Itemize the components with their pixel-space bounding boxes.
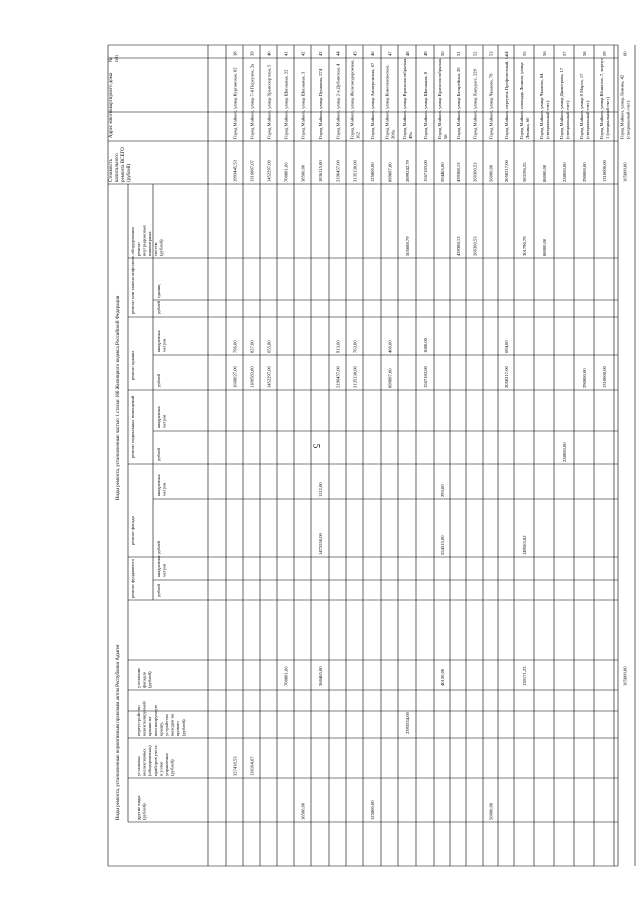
header-sqm-base: метров [161, 414, 167, 428]
header-insulation: утепление [136, 667, 141, 688]
cell-no: 48 [405, 51, 410, 56]
header-no: п/п [115, 55, 120, 62]
cell-address: Город Майкоп, улица Чкалова, 79 [488, 73, 494, 139]
cell-roof_r: 1310000,00 [602, 366, 607, 388]
cell-total: 1316887,07 [249, 160, 255, 182]
cell-total: 1452297,00 [266, 160, 272, 182]
cell-address: Город Майкоп, улица Юннатов, 7, корпус [599, 58, 604, 139]
header-nodes: приборов учета [152, 745, 158, 776]
cell-total: 88000,00 [542, 164, 547, 182]
cell-roof_r: 1180583,00 [249, 366, 255, 388]
header-metering: вентилируемую [152, 704, 158, 736]
header-systems: инженерных [147, 231, 153, 256]
cell-fac_r: 1475550,00 [318, 533, 323, 555]
header-systems: ремонт [136, 241, 141, 256]
header-regional-group: Виды ремонта, установленные нормативным правовым актом Республики Адыгея [116, 644, 121, 820]
cell-nodes: 136104,07 [249, 756, 255, 776]
cell-roof_r: 2058217,00 [504, 366, 509, 388]
header-insulation: (рублей) [147, 671, 153, 688]
cell-address: Город Майкоп, улица Железнодорожная, [349, 59, 355, 139]
cell-sys: 301790,79 [522, 236, 527, 256]
cell-address: Город Майкоп, улица 2-я Дубинская, 4 [335, 63, 341, 139]
cell-no: 44 [335, 51, 341, 56]
cell-roof_m: 694,00 [504, 340, 509, 353]
header-foundation: ремонт фундамента [130, 559, 135, 598]
cell-no: 40 [266, 51, 272, 56]
cell-no: 60 [622, 51, 628, 56]
header-metering: невентилируемой [141, 701, 147, 736]
cell-address: Город Майкоп, улица 8 Марта, 17 [579, 73, 584, 139]
cell-address: 58 [443, 134, 448, 139]
header-systems: внутридомовых [141, 224, 147, 256]
cell-address: Ленина, 60 [525, 117, 530, 139]
cell-address: Город Майкоп, улица Краснооктябрьская, [437, 57, 442, 139]
cell-address: Город Майкоп, улица Школьная, 3 [300, 71, 306, 139]
header-metering: переустройство [136, 705, 141, 736]
cell-total: 1567183,00 [423, 160, 428, 182]
header-nodes: (рублей) [169, 759, 175, 776]
header-systems: (рублей) [158, 239, 164, 256]
cell-address: (специальный счет) [545, 100, 550, 139]
cell-sys: 505688,79 [405, 236, 410, 256]
cell-ins: 700881,66 [283, 666, 289, 686]
header-other: (рублей) [141, 803, 147, 820]
cell-total: 583196,25 [522, 162, 527, 182]
cell-ins: 165000,00 [622, 666, 628, 686]
cell-total: 56000,00 [488, 164, 494, 182]
header-sqm-base: квадратных [156, 406, 161, 428]
cell-roof_r: 3135138,00 [352, 366, 358, 388]
cell-total: 3135138,00 [352, 160, 358, 182]
cell-address: Город Майкоп, улица Школьная, 22 [283, 69, 289, 139]
cell-total: 238050,00 [562, 162, 567, 182]
cell-address: Город Майкоп, улица 7-й Переулок, 2а [249, 63, 255, 139]
cell-ins: 360465,00 [318, 666, 323, 686]
cell-roof_m: 913,60 [335, 340, 341, 353]
cell-no: 49 [423, 51, 428, 56]
cell-total: 260360,53 [472, 162, 478, 182]
cell-ins: 40150,00 [440, 668, 445, 686]
cell-address: (специальный счет) [625, 100, 631, 139]
cell-no: 43 [318, 51, 323, 56]
cell-nodes: 327418,53 [232, 756, 238, 776]
cell-roof_m: 763,00 [352, 340, 358, 353]
header-insulation: фасадов [141, 672, 147, 688]
header-nodes: установка [136, 756, 141, 776]
header-rub-base: рублей [156, 448, 161, 461]
cell-address: Город Майкоп, улица Батарейная, 26 [456, 67, 461, 139]
header-federal-group: Виды ремонта, установленные частью 1 статьи 166 Жилищного кодекса Российской Федерации [116, 295, 121, 500]
header-metering: выходов на [169, 714, 175, 736]
header-metering: (рублей) [180, 719, 186, 736]
cell-roof_m: 655,80 [266, 340, 272, 353]
cell-ins: 130171,23 [522, 666, 527, 686]
header-nodes: и узлов [158, 761, 164, 776]
header-nodes: коллективных [141, 748, 147, 776]
cell-no: 57 [562, 51, 567, 56]
cell-total: 165000,00 [622, 162, 628, 182]
cell-total: 2899242,79 [405, 160, 410, 182]
cell-total: 899897,00 [387, 162, 393, 182]
cell-sys: 88000,00 [542, 238, 547, 256]
header-no: № [109, 57, 114, 62]
header-sqm-roof: квадратных [156, 330, 161, 352]
cell-address: Город Майкоп, улица Школьная, 8 [423, 71, 428, 139]
cell-address: 49а [408, 132, 413, 139]
header-facade: ремонт фасада [130, 516, 135, 545]
header-cost: капитального [115, 153, 120, 182]
cell-no: 53 [488, 51, 494, 56]
cell-no: 46 [370, 51, 375, 56]
cell-sys: 260360,53 [472, 236, 478, 256]
header-metering: устройство [164, 714, 169, 736]
header-cost: (рублей) [127, 163, 132, 182]
page-number: 5 [311, 443, 322, 449]
cell-address: Город Майкоп, улица Хакурате, 229 [472, 69, 478, 139]
cell-address: Город Майкоп, улица Апшеронская, 67 [370, 62, 375, 139]
cell-no: 47 [387, 51, 393, 56]
cell-no: 56 [542, 51, 547, 56]
cell-address: Город Майкоп, площадь Ленина, улица [519, 62, 524, 139]
header-roof: ремонт крыши [130, 351, 135, 380]
header-sqm-facade: метров [161, 482, 167, 496]
cell-roof_m: 796,00 [232, 340, 238, 353]
cell-address: 162 [355, 132, 361, 139]
cell-no: 58 [582, 51, 587, 56]
header-elevators: ремонт или замена лифтового оборудования [130, 227, 135, 314]
cell-address: Город Майкоп, улица Транспортная, 5 [266, 64, 272, 139]
header-sqm-facade: квадратных [156, 474, 161, 496]
cell-no: 42 [300, 51, 306, 56]
cell-roof_m: 460,00 [387, 340, 393, 353]
cell-address: 1 (специальный счет) [605, 97, 610, 139]
cell-address: Город Майкоп, улица Чкалова, 84 [539, 73, 544, 139]
cell-address: Город Майкоп, улица Комсомольская, [384, 65, 390, 139]
cell-no: 39 [249, 51, 255, 56]
header-sqm-found: квадратных [156, 555, 161, 577]
cell-address: Город Майкоп, переулок Профсоюзный, 1а [504, 54, 509, 139]
header-address: Адрес многоквартирного дома [109, 72, 114, 138]
cell-total: 1310000,00 [602, 160, 607, 182]
cell-other: 125800,00 [370, 800, 375, 820]
header-nodes: управления [164, 753, 169, 776]
cell-other: 18500,00 [300, 802, 306, 820]
header-cost: ремонта ВСЕГО [121, 147, 126, 182]
cell-roof_r: 290000,00 [582, 368, 587, 388]
cell-roof_r: 1660027,00 [232, 366, 238, 388]
header-metering: кровлю [175, 721, 181, 736]
cell-total: 439388,13 [456, 162, 461, 182]
cell-sys: 439388,13 [456, 236, 461, 256]
cell-roof_r: 2196457,00 [335, 366, 341, 388]
cell-other: 56000,00 [488, 802, 494, 820]
cell-total: 700881,66 [283, 162, 289, 182]
cell-roof_r: 1452297,00 [266, 366, 272, 388]
cell-address: Город Майкоп, улица Краснооктябрьская, [402, 57, 407, 139]
cell-no: 50 [440, 51, 445, 56]
cell-no: 51 [456, 51, 461, 56]
header-metering: крыши на [147, 716, 153, 736]
cell-address: Город Майкоп, улица Димитрова, 17 [559, 67, 564, 139]
header-metering: крышу, [158, 721, 164, 736]
cell-no: 38 [232, 51, 238, 56]
header-other: другие виды [136, 795, 141, 820]
header-rub-roof: рублей [156, 374, 161, 387]
cell-no: 45 [352, 51, 358, 56]
cell-total: 1993445,53 [232, 160, 238, 182]
cell-total: 18500,00 [300, 164, 306, 182]
cell-fac_m: 293,00 [440, 484, 445, 497]
cell-no: 54 [504, 51, 509, 56]
header-sqm-roof: метров [161, 338, 167, 352]
cell-no: 59 [602, 51, 607, 56]
cell-address: 200а [390, 130, 396, 139]
cell-total: 2058217,00 [504, 160, 509, 182]
cell-base: 238050,00 [562, 442, 567, 462]
cell-total: 290000,00 [582, 162, 587, 182]
header-rub: рублей [156, 301, 161, 314]
cell-fac_r: 149563,82 [522, 535, 527, 555]
header-nodes: (общедомовых) [147, 745, 153, 776]
cell-metering: 2393554,00 [405, 712, 410, 734]
header-rub-facade: рублей [156, 541, 161, 554]
cell-fac_r: 554315,00 [440, 535, 445, 555]
header-rub-found: рублей [156, 584, 161, 597]
cell-no: 55 [522, 51, 527, 56]
cell-total: 594465,00 [440, 162, 445, 182]
cell-fac_m: 1112,00 [318, 482, 323, 497]
cell-address: Город Майкоп, улица Ленина, 42 [619, 74, 625, 139]
cell-total: 2196457,00 [335, 160, 341, 182]
cell-roof_m: 1080,00 [423, 338, 428, 353]
cell-roof_r: 1567183,00 [423, 366, 428, 388]
cell-address: Город Майкоп, улица Пушкина, 274 [318, 68, 323, 139]
cell-no: 41 [283, 51, 289, 56]
header-systems: систем [152, 242, 158, 256]
header-sqm-found: метров [161, 563, 167, 577]
cell-total: 1836115,00 [318, 160, 323, 182]
header-units: единиц [156, 284, 161, 298]
cell-roof_m: 827,00 [249, 340, 255, 353]
header-cost: Стоимость [109, 158, 114, 182]
cell-total: 125800,00 [370, 162, 375, 182]
cell-address: Город Майкоп, улица Курганская, 82 [232, 67, 238, 139]
cell-address: (специальный счет) [585, 100, 590, 139]
cell-no: 52 [472, 51, 478, 56]
cell-roof_r: 899897,00 [387, 368, 393, 388]
cell-address: (специальный счет) [565, 100, 570, 139]
header-basement: ремонт подвальных помещений [130, 395, 135, 458]
